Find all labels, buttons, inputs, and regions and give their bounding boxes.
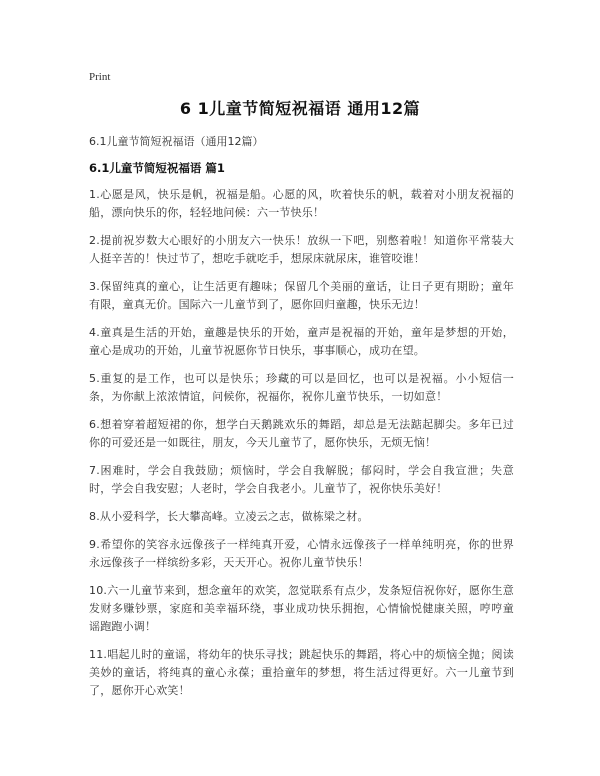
wish-paragraph-1: 1.心愿是风，快乐是帆，祝福是船。心愿的风，吹着快乐的帆，载着对小朋友祝福的船，漂向快乐的你，轻轻地问候：六一节快乐！	[89, 188, 514, 219]
wish-paragraph-6: 6.想着穿着超短裙的你，想学白天鹅跳欢乐的舞蹈，却总是无法踮起脚尖。多年已过你的可爱还是一如既往，朋友，今天儿童节了，愿你快乐，无烦无恼！	[89, 418, 514, 449]
wish-list	[89, 186, 514, 710]
wish-paragraph-7: 7.困难时，学会自我鼓励；烦恼时，学会自我解脱；郁闷时，学会自我宣泄；失意时，学会自我安慰；人老时，学会自我老小。儿童节了，祝你快乐美好！	[89, 464, 514, 495]
wish-paragraph-2: 2.提前祝岁数大心眼好的小朋友六一快乐！放纵一下吧，别憋着啦！知道你平常装大人挺辛苦的！快过节了，想吃手就吃手，想尿床就尿床，谁管咬谁！	[89, 234, 514, 265]
subtitle: 6.1儿童节简短祝福语（通用12篇）	[89, 135, 264, 148]
print-link[interactable]: Print	[89, 71, 111, 83]
wish-paragraph-3: 3.保留纯真的童心，让生活更有趣味；保留几个美丽的童话，让日子更有期盼；童年有限，童真无价。国际六一儿童节到了，愿你回归童趣，快乐无边！	[89, 280, 514, 311]
section-heading: 6.1儿童节简短祝福语 篇1	[89, 161, 225, 175]
wish-paragraph-8: 8.从小爱科学，长大攀高峰。立凌云之志，做栋梁之材。	[89, 510, 369, 523]
wish-paragraph-10: 10.六一儿童节来到，想念童年的欢笑，忽觉联系有点少，发条短信祝你好，愿你生意发财多赚钞票，家庭和美幸福环绕，事业成功快乐拥抱，心情愉悦健康关照，哼哼童谣跑跑小调！	[89, 584, 514, 633]
wish-paragraph-5: 5.重复的是工作，也可以是快乐；珍藏的可以是回忆，也可以是祝福。小小短信一条，为你献上浓浓情谊，问候你，祝福你，祝你儿童节快乐，一切如意！	[89, 372, 514, 403]
page-title: 6 1儿童节简短祝福语 通用12篇	[179, 99, 421, 118]
wish-paragraph-11: 11.唱起儿时的童谣，将幼年的快乐寻找；跳起快乐的舞蹈，将心中的烦恼全抛；阅读美妙的童话，将纯真的童心永葆；重拾童年的梦想，将生活过得更好。六一儿童节到了，愿你开心欢笑！	[89, 648, 514, 697]
wish-paragraph-9: 9.希望你的笑容永远像孩子一样纯真开爱，心情永远像孩子一样单纯明亮，你的世界永远像孩子一样缤纷多彩，天天开心。祝你儿童节快乐！	[89, 538, 514, 569]
wish-paragraph-4: 4.童真是生活的开始，童趣是快乐的开始，童声是祝福的开始，童年是梦想的开始，童心是成功的开始，儿童节祝愿你节日快乐，事事顺心，成功在望。	[89, 326, 514, 357]
